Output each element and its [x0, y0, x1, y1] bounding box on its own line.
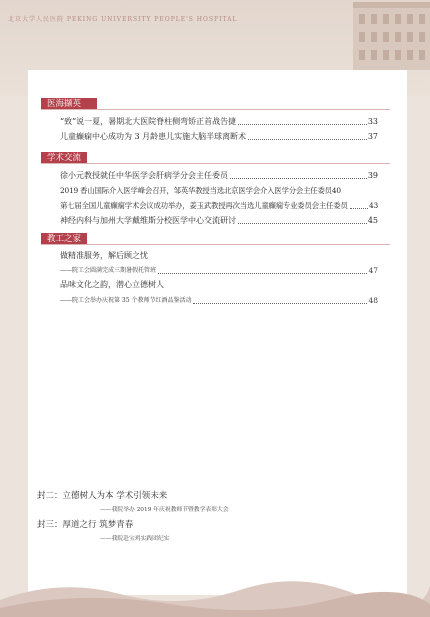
- section-header-jiaogong: 教工之家: [41, 233, 87, 245]
- toc-entry-title: 第七届全国儿童癫痫学术会议成功举办，姜玉武教授再次当选儿童癫痫专业委员会主任委员: [60, 201, 348, 210]
- leader-dots: [238, 124, 367, 125]
- leader-dots: [248, 139, 367, 140]
- toc-entry-title: 神经内科与加州大学戴维斯分校医学中心交流研讨: [60, 216, 236, 225]
- toc-entry[interactable]: [60, 116, 378, 128]
- section-header-xueshu: 学术交流: [41, 152, 87, 164]
- toc-entry-page: 37: [367, 132, 378, 141]
- cover-two-subtitle: ——我院举办 2019 年庆祝教师节暨教学表彰大会: [100, 507, 229, 513]
- toc-entry-title: 2019 香山国际介入医学峰会召开，邹英华教授当选北京医学会介入医学分会主任委员: [60, 186, 332, 195]
- toc-entry-page: 39: [367, 171, 378, 180]
- cover-three-title[interactable]: 封三：厚道之行 筑梦青春: [37, 520, 134, 530]
- footer-decoration: [0, 560, 430, 617]
- toc-entry[interactable]: [60, 170, 378, 182]
- toc-entry-page: 33: [367, 117, 378, 126]
- section-divider: [41, 109, 390, 110]
- section-divider: [41, 163, 390, 164]
- toc-entry[interactable]: [60, 215, 378, 227]
- toc-entry-page: 43: [368, 201, 378, 210]
- toc-entry-page: 47: [368, 266, 378, 275]
- toc-entry[interactable]: [60, 266, 378, 276]
- toc-entry[interactable]: [60, 200, 378, 212]
- toc-entry-page: 45: [367, 216, 378, 225]
- leader-dots: [193, 303, 367, 304]
- toc-entry-page: 40: [331, 186, 341, 195]
- leader-dots: [238, 223, 367, 224]
- cover-two-title[interactable]: 封二：立德树人为本 学术引领未来: [37, 491, 168, 501]
- leader-dots: [350, 208, 368, 209]
- header-banner-text: 北京大学人民医院 PEKING UNIVERSITY PEOPLE'S HOSPITAL: [8, 16, 238, 23]
- toc-entry-title[interactable]: 做精准服务，解后顾之忧: [60, 251, 148, 260]
- cover-three-subtitle: ——我院赴宝鸡实践团纪实: [100, 536, 170, 542]
- toc-entry-title[interactable]: 品味文化之韵，潜心立德树人: [60, 280, 164, 289]
- leader-dots: [230, 178, 367, 179]
- section-header-yihai: 医海撷英: [41, 98, 97, 110]
- section-divider: [41, 244, 390, 245]
- toc-entry-subtitle: ——院工会举办庆祝第 35 个教师节红酒品鉴活动: [60, 297, 192, 304]
- leader-dots: [158, 273, 367, 274]
- toc-entry-page: 48: [368, 296, 378, 305]
- toc-entry[interactable]: [60, 296, 378, 306]
- toc-page: [28, 70, 407, 595]
- toc-entry-title: 徐小元教授就任中华医学会肝病学分会主任委员: [60, 171, 228, 180]
- toc-entry-title: “致”说一夏，暑期北大医院脊柱侧弯矫正首战告捷: [60, 117, 237, 126]
- toc-entry[interactable]: [60, 131, 378, 143]
- toc-entry-title: 儿童癫痫中心成功为 3 月龄患儿实施大脑半球离断术: [60, 132, 247, 141]
- toc-entry-subtitle: ——院工会圆满完成三期暑假托管班: [60, 267, 157, 274]
- toc-entry[interactable]: [60, 185, 378, 197]
